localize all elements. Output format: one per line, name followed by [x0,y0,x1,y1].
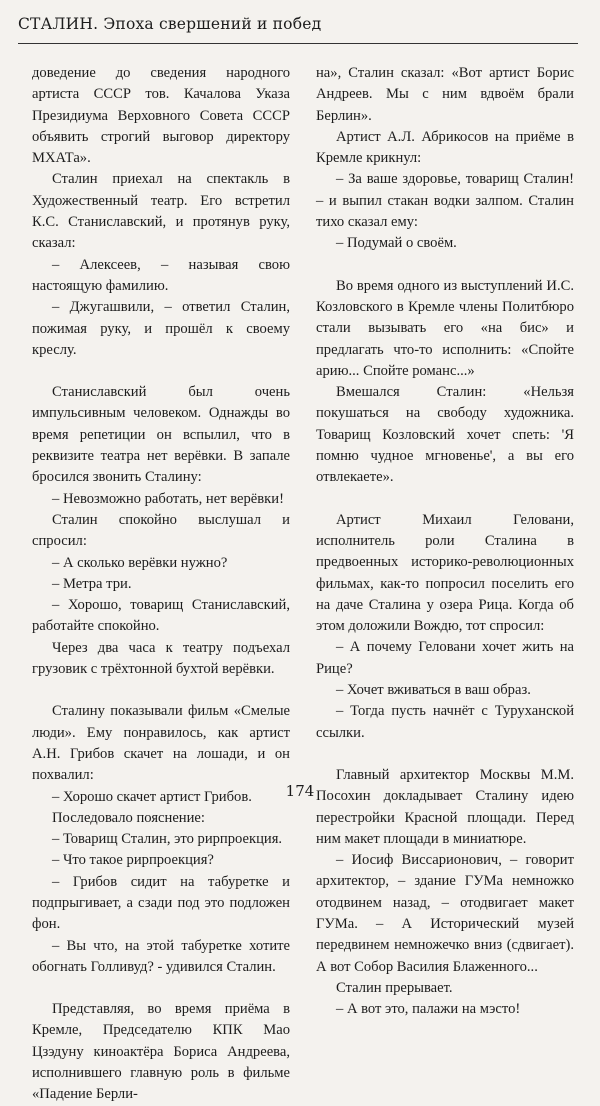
paragraph: – Метра три. [52,575,132,592]
paragraph: – Что такое рирпроекция? [52,852,214,869]
paragraph: – Товарищ Сталин, это рирпроекция. [52,831,283,848]
paragraph: – Невозможно работать, нет верёвки! [52,490,284,507]
paragraph: доведение до сведения народного артиста СССР тов. Качалова Указа Президиума Верховного Совета СССР объявить строгий выговор директору МХАТа». [32,65,290,167]
paragraph: Представляя, во время приёма в Кремле, Председателю КПК Мао Цзэдуну киноактёра Бориса Андреева, исполнившего главную роль в фильме «Падение Берли- [32,1001,290,1103]
page-number: 174 [285,782,315,800]
paragraph: – А сколько верёвки нужно? [52,554,228,571]
paragraph: Во время одного из выступлений И.С. Козловского в Кремле члены Политбюро стали вызывать его «на бис» и предлагать что-то исполнить: «Спойте арию... Спойте романс...» [316,277,574,379]
paragraph: – А вот это, палажи на мэсто! [336,1001,521,1018]
paragraph: – За ваше здоровье, товарищ Сталин! – и выпил стакан водки залпом. Сталин тихо сказал ему: [316,171,574,231]
paragraph: на», Сталин сказал: «Вот артист Борис Андреев. Мы с ним вдвоём брали Берлин». [316,65,574,124]
paragraph: – Хочет вживаться в ваш образ. [336,682,531,699]
paragraph: Сталин спокойно выслушал и спросил: [32,511,290,550]
paragraph: Артист Михаил Геловани, исполнитель роли Сталина в предвоенных историко-революционных фильмах, как-то попросил поселить его на даче Сталина у озера Рица. Когда об этом доложили Вождю, тот спросил: [316,511,574,635]
paragraph: – Джугашвили, – ответил Сталин, пожимая руку, и прошёл к своему креслу. [32,299,290,358]
right-column [316,63,574,1020]
paragraph: Артист А.Л. Абрикосов на приёме в Кремле крикнул: [316,128,574,167]
paragraph: – Тогда пусть начнёт с Туруханской ссылки. [316,703,574,741]
paragraph: Сталин прерывает. [336,979,453,996]
paragraph: Последовало пояснение: [52,809,205,826]
paragraph: – Алексеев, – называя свою настоящую фамилию. [32,256,290,294]
paragraph: – Иосиф Виссарионович, – говорит архитектор, – здание ГУМа немножко отодвинем назад, – отодвигает макет ГУМа. – А Исторический музей передвинем немножечко вниз (сдвигает). А вот Собор Василия Блаженного... [316,852,574,975]
paragraph: Через два часа к театру подъехал грузовик с трёхтонной бухтой верёвки. [32,639,290,678]
paragraph: Сталину показывали фильм «Смелые люди». Ему понравилось, как артист А.Н. Грибов скачет на лошади, и он похвалил: [32,703,290,784]
paragraph: Сталин приехал на спектакль в Художественный театр. Его встретил К.С. Станиславский, и протянув руку, сказал: [32,171,290,252]
paragraph: – Хорошо, товарищ Станиславский, работайте спокойно. [32,597,290,635]
paragraph: – Подумай о своём. [336,235,457,252]
paragraph: – А почему Геловани хочет жить на Рице? [316,639,574,677]
paragraph: Главный архитектор Москвы М.М. Посохин докладывает Сталину идею перестройки Красной площади. Перед ним макет площади в миниатюре. [316,766,574,847]
running-header: СТАЛИН. Эпоха свершений и побед [18,14,578,44]
paragraph: – Хорошо скачет артист Грибов. [52,788,252,805]
paragraph: Станиславский был очень импульсивным человеком. Однажды во время репетиции он вспылил, что в реквизите театра нет верёвки. В запале бросился звонить Сталину: [32,384,290,486]
paragraph: – Вы что, на этой табуретке хотите обогнать Голливуд? - удивился Сталин. [32,937,290,975]
paragraph: – Грибов сидит на табуретке и подпрыгивает, а сзади под это подложен фон. [32,873,290,933]
left-column [32,63,290,1106]
paragraph: Вмешался Сталин: «Нельзя покушаться на свободу художника. Товарищ Козловский хочет спеть: 'Я помню чудное мгновенье', а вы его отвлекаете». [316,384,574,486]
